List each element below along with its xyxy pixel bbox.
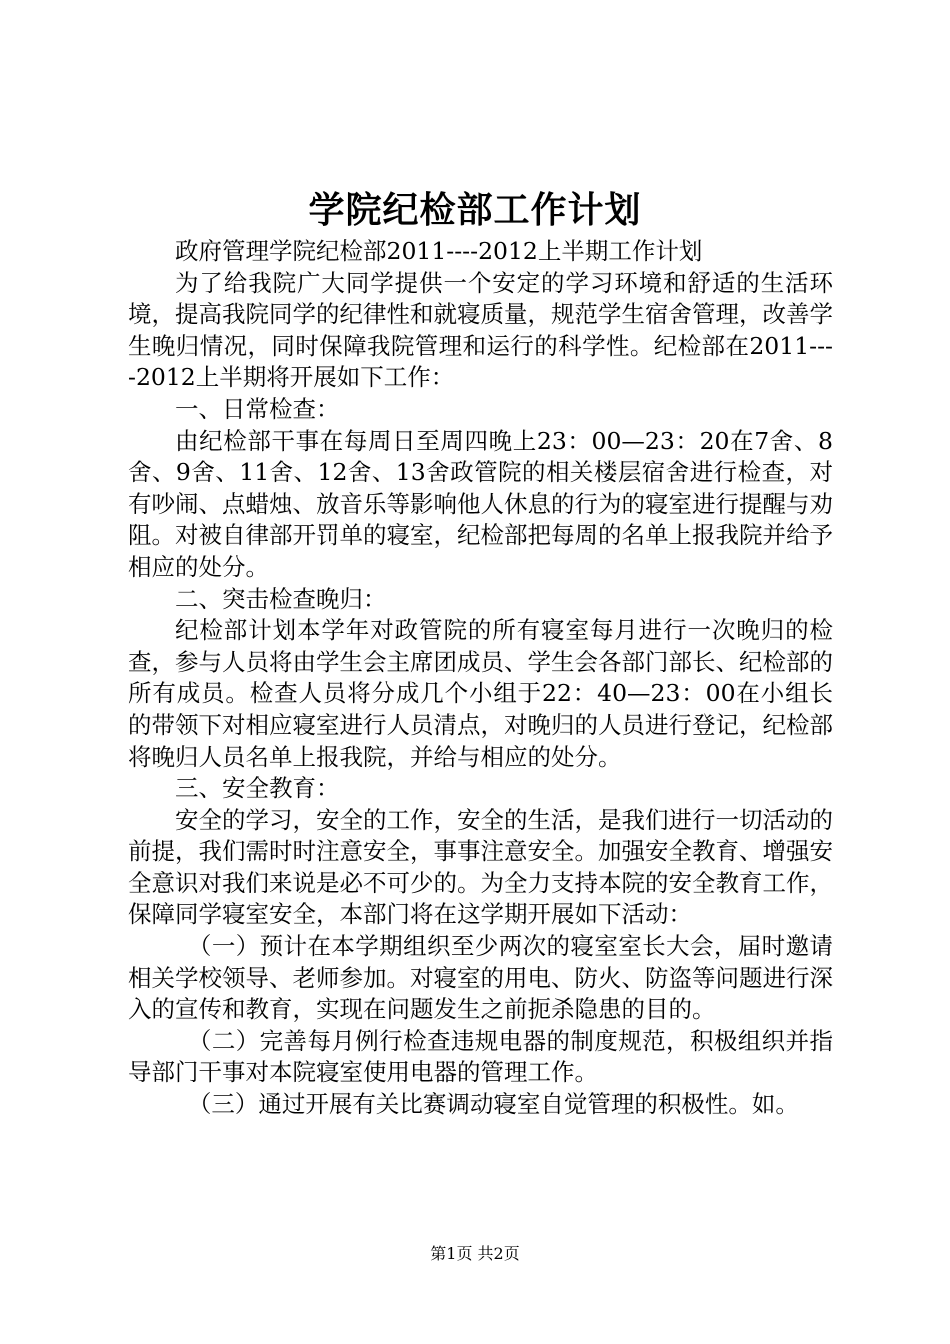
safety-item-1: （一）预计在本学期组织至少两次的寝室室长大会，届时邀请相关学校领导、老师参加。对寝室的用电、防火、防盗等问题进行深入的宣传和教育，实现在问题发生之前扼杀隐患的目的。 — [128, 932, 833, 1024]
daily-check-paragraph: 由纪检部干事在每周日至周四晚上23：00—23：20在7舍、8舍、9舍、11舍、12舍、13舍政管院的相关楼层宿舍进行检查，对有吵闹、点蜡烛、放音乐等影响他人休息的行为的寝室进行提醒与劝阻。对被自律部开罚单的寝室，纪检部把每周的名单上报我院并给予相应的处分。 — [128, 426, 833, 581]
document-title: 学院纪检部工作计划 — [308, 189, 642, 231]
section-heading-daily-check: 一、日常检查： — [175, 394, 340, 423]
section-heading-surprise-check: 二、突击检查晚归： — [175, 584, 387, 613]
safety-education-paragraph: 安全的学习，安全的工作，安全的生活，是我们进行一切活动的前提，我们需时时注意安全，事事注意安全。加强安全教育、增强安全意识对我们来说是必不可少的。为全力支持本院的安全教育工作，保障同学寝室安全，本部门将在这学期开展如下活动： — [128, 805, 833, 929]
intro-paragraph: 为了给我院广大同学提供一个安定的学习环境和舒适的生活环境，提高我院同学的纪律性和就寝质量，规范学生宿舍管理，改善学生晚归情况，同时保障我院管理和运行的科学性。纪检部在2011----2012上半期将开展如下工作： — [128, 268, 833, 392]
document-body — [128, 236, 833, 1121]
document-subtitle: 政府管理学院纪检部2011----2012上半期工作计划 — [175, 237, 703, 265]
safety-item-2: （二）完善每月例行检查违规电器的制度规范，积极组织并指导部门干事对本院寝室使用电器的管理工作。 — [128, 1026, 833, 1087]
surprise-check-paragraph: 纪检部计划本学年对政管院的所有寝室每月进行一次晚归的检查，参与人员将由学生会主席团成员、学生会各部门部长、纪检部的所有成员。检查人员将分成几个小组于22：40—23：00在小组长的带领下对相应寝室进行人员清点，对晚归的人员进行登记，纪检部将晚归人员名单上报我院，并给与相应的处分。 — [128, 616, 833, 771]
safety-item-3: （三）通过开展有关比赛调动寝室自觉管理的积极性。如。 — [187, 1090, 799, 1119]
page-number-footer: 第1页 共2页 — [430, 1244, 520, 1263]
section-heading-safety-education: 三、安全教育： — [175, 774, 340, 803]
